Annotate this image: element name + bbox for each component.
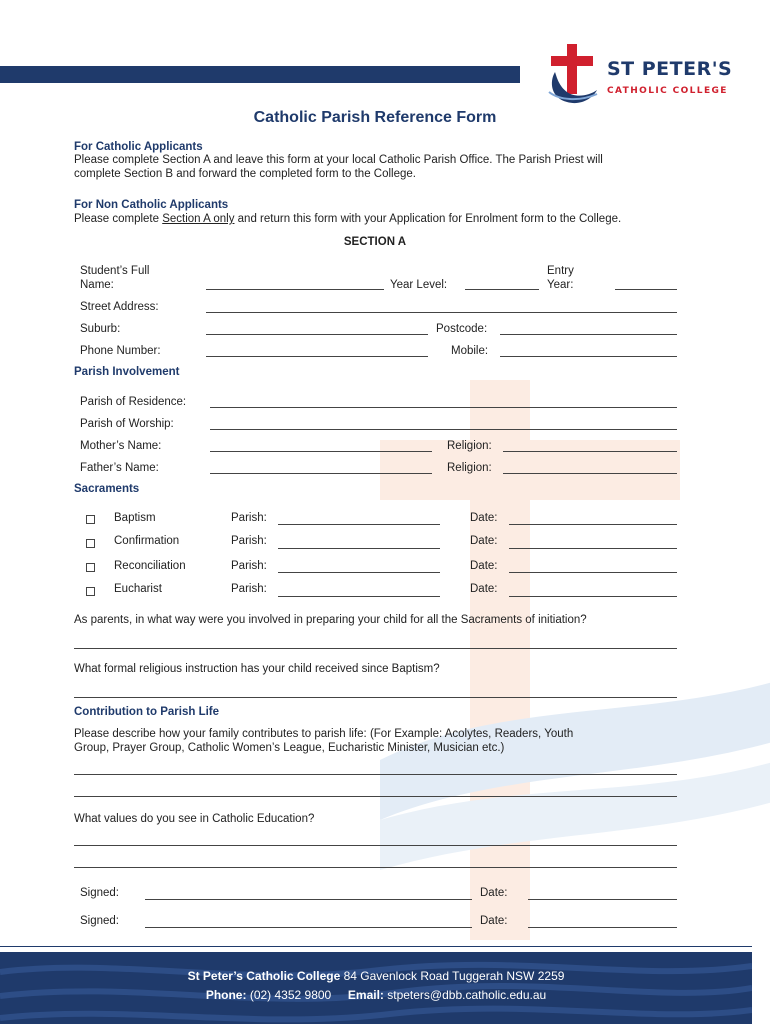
eucharist-parish-label: Parish: (231, 583, 267, 595)
confirmation-date-field[interactable] (509, 548, 677, 549)
phone-field[interactable] (206, 356, 428, 357)
catholic-text-2: complete Section B and forward the completed form to the College. (74, 168, 416, 180)
religious-instruction-answer[interactable] (74, 697, 677, 698)
sacraments-heading: Sacraments (74, 483, 140, 495)
baptism-parish-field[interactable] (278, 524, 440, 525)
year-level-field[interactable] (465, 289, 539, 290)
college-logo (545, 42, 745, 112)
baptism-checkbox[interactable] (86, 515, 95, 524)
mobile-field[interactable] (500, 356, 677, 357)
reconciliation-label: Reconciliation (114, 560, 186, 572)
sign-date-field-1[interactable] (528, 899, 677, 900)
footer-college-name: St Peter’s Catholic College (187, 969, 341, 983)
signature-field-2[interactable] (145, 927, 472, 928)
signature-field-1[interactable] (145, 899, 472, 900)
sacraments-preparation-answer[interactable] (74, 648, 677, 649)
parish-residence-field[interactable] (210, 407, 677, 408)
footer-phone: (02) 4352 9800 (246, 988, 332, 1002)
eucharist-date-label: Date: (470, 583, 498, 595)
baptism-label: Baptism (114, 512, 156, 524)
mother-religion-label: Religion: (447, 440, 492, 452)
footer-divider (0, 946, 752, 947)
eucharist-date-field[interactable] (509, 596, 677, 597)
postcode-field[interactable] (500, 334, 677, 335)
contribution-answer-2[interactable] (74, 796, 677, 797)
values-answer-2[interactable] (74, 867, 677, 868)
values-question: What values do you see in Catholic Education? (74, 813, 315, 825)
father-name-field[interactable] (210, 473, 432, 474)
reconciliation-parish-label: Parish: (231, 560, 267, 572)
footer-address-line (0, 969, 752, 983)
street-address-field[interactable] (206, 312, 677, 313)
student-name-field[interactable] (206, 289, 384, 290)
sacraments-preparation-question: As parents, in what way were you involved in preparing your child for all the Sacraments of initiation? (74, 614, 587, 626)
confirmation-parish-label: Parish: (231, 535, 267, 547)
postcode-label: Postcode: (436, 323, 488, 335)
contribution-question-1: Please describe how your family contributes to parish life: (For Example: Acolytes, Readers, Youth (74, 728, 574, 740)
suburb-label: Suburb: (80, 323, 121, 335)
baptism-parish-label: Parish: (231, 512, 267, 524)
footer-email-label: Email: (347, 988, 384, 1002)
contribution-heading: Contribution to Parish Life (74, 706, 220, 718)
signed-label-2: Signed: (80, 915, 120, 927)
entry-year-field[interactable] (615, 289, 677, 290)
contribution-answer-1[interactable] (74, 774, 677, 775)
signed-label-1: Signed: (80, 887, 120, 899)
sign-date-label-2: Date: (480, 915, 508, 927)
contribution-question-2: Group, Prayer Group, Catholic Women’s League, Eucharistic Minister, Musician etc.) (74, 742, 505, 754)
parish-worship-field[interactable] (210, 429, 677, 430)
reconciliation-date-label: Date: (470, 560, 498, 572)
catholic-heading: For Catholic Applicants (74, 141, 203, 153)
mobile-label: Mobile: (451, 345, 489, 357)
confirmation-label: Confirmation (114, 535, 180, 547)
father-name-label: Father’s Name: (80, 462, 159, 474)
parish-residence-label: Parish of Residence: (80, 396, 187, 408)
watermark-cross-graphic (380, 380, 770, 940)
confirmation-parish-field[interactable] (278, 548, 440, 549)
entry-year-label-1: Entry (547, 265, 574, 277)
confirmation-date-label: Date: (470, 535, 498, 547)
sign-date-label-1: Date: (480, 887, 508, 899)
footer-phone-label: Phone: (205, 988, 247, 1002)
footer (0, 952, 752, 1024)
mother-name-label: Mother’s Name: (80, 440, 162, 452)
parish-involvement-heading: Parish Involvement (74, 366, 180, 378)
logo-name: ST PETER'S (607, 58, 733, 80)
non-catholic-text: Please complete Section A only and return this form with your Application for Enrolment form to the College. (74, 213, 622, 225)
baptism-date-label: Date: (470, 512, 498, 524)
reconciliation-checkbox[interactable] (86, 563, 95, 572)
values-answer-1[interactable] (74, 845, 677, 846)
mother-religion-field[interactable] (503, 451, 677, 452)
father-religion-label: Religion: (447, 462, 492, 474)
eucharist-parish-field[interactable] (278, 596, 440, 597)
year-level-label: Year Level: (390, 279, 448, 291)
sign-date-field-2[interactable] (528, 927, 677, 928)
eucharist-checkbox[interactable] (86, 587, 95, 596)
header-bar (0, 66, 520, 83)
footer-address: 84 Gavenlock Road Tuggerah NSW 2259 (340, 969, 565, 983)
non-catholic-heading: For Non Catholic Applicants (74, 199, 229, 211)
student-name-label-1: Student’s Full (80, 265, 150, 277)
section-a-heading: SECTION A (343, 236, 407, 248)
father-religion-field[interactable] (503, 473, 677, 474)
logo-subtitle: CATHOLIC COLLEGE (607, 86, 728, 96)
confirmation-checkbox[interactable] (86, 539, 95, 548)
footer-email[interactable]: stpeters@dbb.catholic.edu.au (383, 988, 547, 1002)
entry-year-label-2: Year: (547, 279, 574, 291)
baptism-date-field[interactable] (509, 524, 677, 525)
parish-worship-label: Parish of Worship: (80, 418, 174, 430)
religious-instruction-question: What formal religious instruction has your child received since Baptism? (74, 663, 440, 675)
reconciliation-date-field[interactable] (509, 572, 677, 573)
eucharist-label: Eucharist (114, 583, 162, 595)
catholic-text-1: Please complete Section A and leave this form at your local Catholic Parish Office. The Parish Priest will (74, 154, 603, 166)
footer-contact-line (0, 988, 752, 1002)
section-a-only: Section A only (162, 213, 235, 225)
logo-cross-icon (545, 42, 601, 108)
suburb-field[interactable] (206, 334, 428, 335)
mother-name-field[interactable] (210, 451, 432, 452)
form-title: Catholic Parish Reference Form (253, 109, 497, 126)
phone-label: Phone Number: (80, 345, 161, 357)
reconciliation-parish-field[interactable] (278, 572, 440, 573)
student-name-label-2: Name: (80, 279, 114, 291)
street-address-label: Street Address: (80, 301, 159, 313)
